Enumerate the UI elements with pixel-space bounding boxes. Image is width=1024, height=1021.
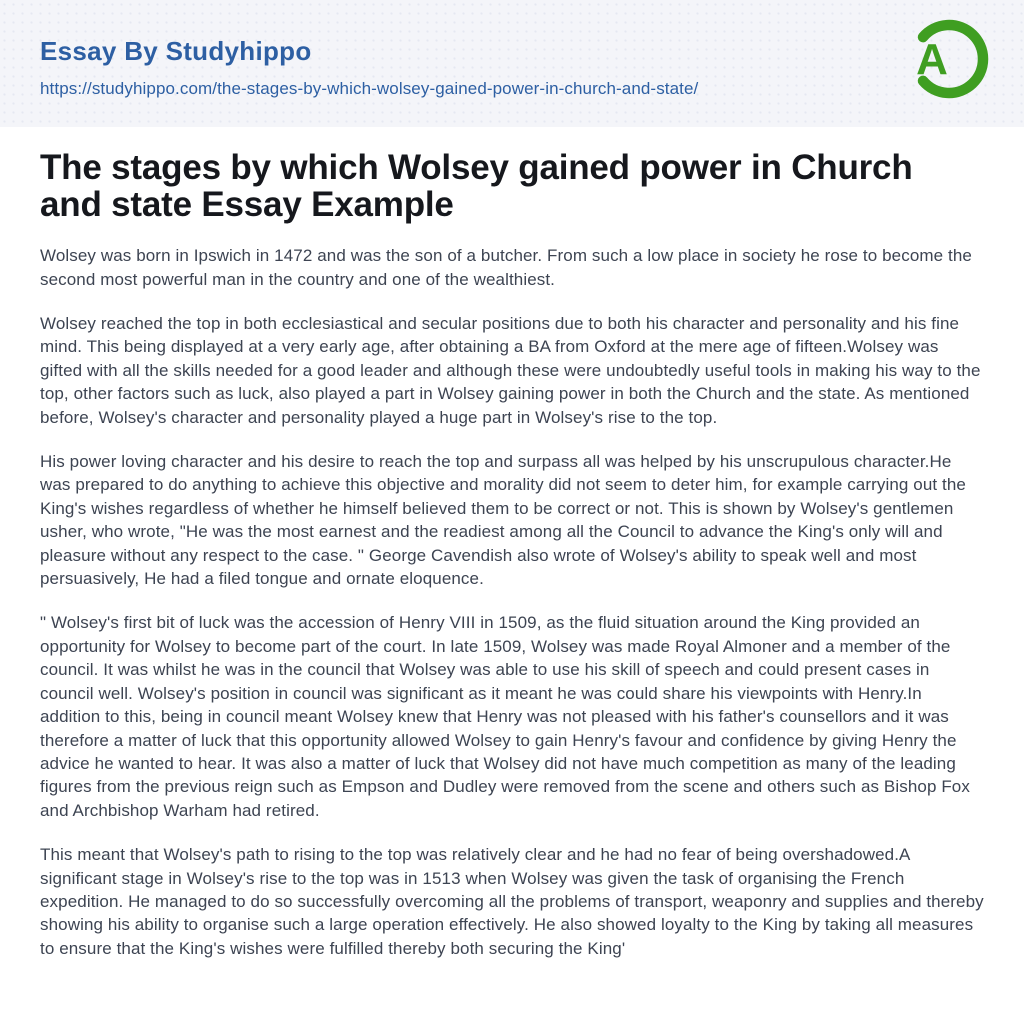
studyhippo-logo-icon	[901, 12, 991, 107]
site-label: Essay By Studyhippo	[40, 36, 312, 66]
page-header	[0, 0, 1024, 127]
essay-title: The stages by which Wolsey gained power in Church and state Essay Example	[40, 148, 913, 225]
essay-paragraph-2: Wolsey reached the top in both ecclesiastical and secular positions due to both his character and personality and his fine mind. This being displayed at a very early age, after obtaining a BA from Oxford at the mere age of fifteen.Wolsey was gifted with all the skills needed for a good leader and although these were undoubtedly useful tools in making his way to the top, other factors such as luck, also played a part in Wolsey gaining power in both the Church and the state. As mentioned before, Wolsey's character and personality played a huge part in Wolsey's rise to the top.	[40, 314, 981, 427]
page-url-link[interactable]: https://studyhippo.com/the-stages-by-which-wolsey-gained-power-in-church-and-state/	[40, 79, 699, 98]
essay-paragraph-1: Wolsey was born in Ipswich in 1472 and was the son of a butcher. From such a low place in society he rose to become the second most powerful man in the country and one of the wealthiest.	[40, 246, 972, 289]
logo-letter: A	[916, 35, 948, 84]
essay-paragraph-5: This meant that Wolsey's path to rising to the top was relatively clear and he had no fear of being overshadowed.A significant stage in Wolsey's rise to the top was in 1513 when Wolsey was given the task of organising the French expedition. He managed to do so successfully overcoming all the problems of transport, weaponry and supplies and thereby showing his ability to organise such a large operation effectively. He also showed loyalty to the King by taking all measures to ensure that the King's wishes were fulfilled thereby both securing the King'	[40, 845, 984, 958]
essay-paragraph-3: His power loving character and his desire to reach the top and surpass all was helped by his unscrupulous character.He was prepared to do anything to achieve this objective and morality did not seem to deter him, for example carrying out the King's wishes regardless of whether he himself believed them to be correct or not. This is shown by Wolsey's gentlemen usher, who wrote, "He was the most earnest and the readiest among all the Council to advance the King's only will and pleasure without any respect to the case. " George Cavendish also wrote of Wolsey's ability to speak well and most persuasively, He had a filed tongue and ornate eloquence.	[40, 452, 966, 589]
essay-content	[0, 127, 1024, 960]
essay-paragraph-4: " Wolsey's first bit of luck was the accession of Henry VIII in 1509, as the fluid situation around the King provided an opportunity for Wolsey to become part of the court. In late 1509, Wolsey was made Royal Almoner and a member of the council. It was whilst he was in the council that Wolsey was able to use his skill of speech and could present cases in council well. Wolsey's position in council was significant as it meant he was could share his viewpoints with Henry.In addition to this, being in council meant Wolsey knew that Henry was not pleased with his father's counsellors and it was therefore a matter of luck that this opportunity allowed Wolsey to gain Henry's favour and confidence by giving Henry the advice he wanted to hear. It was also a matter of luck that Wolsey did not have much competition as many of the leading figures from the previous reign such as Empson and Dudley were removed from the scene and others such as Bishop Fox and Archbishop Warham had retired.	[40, 613, 970, 820]
